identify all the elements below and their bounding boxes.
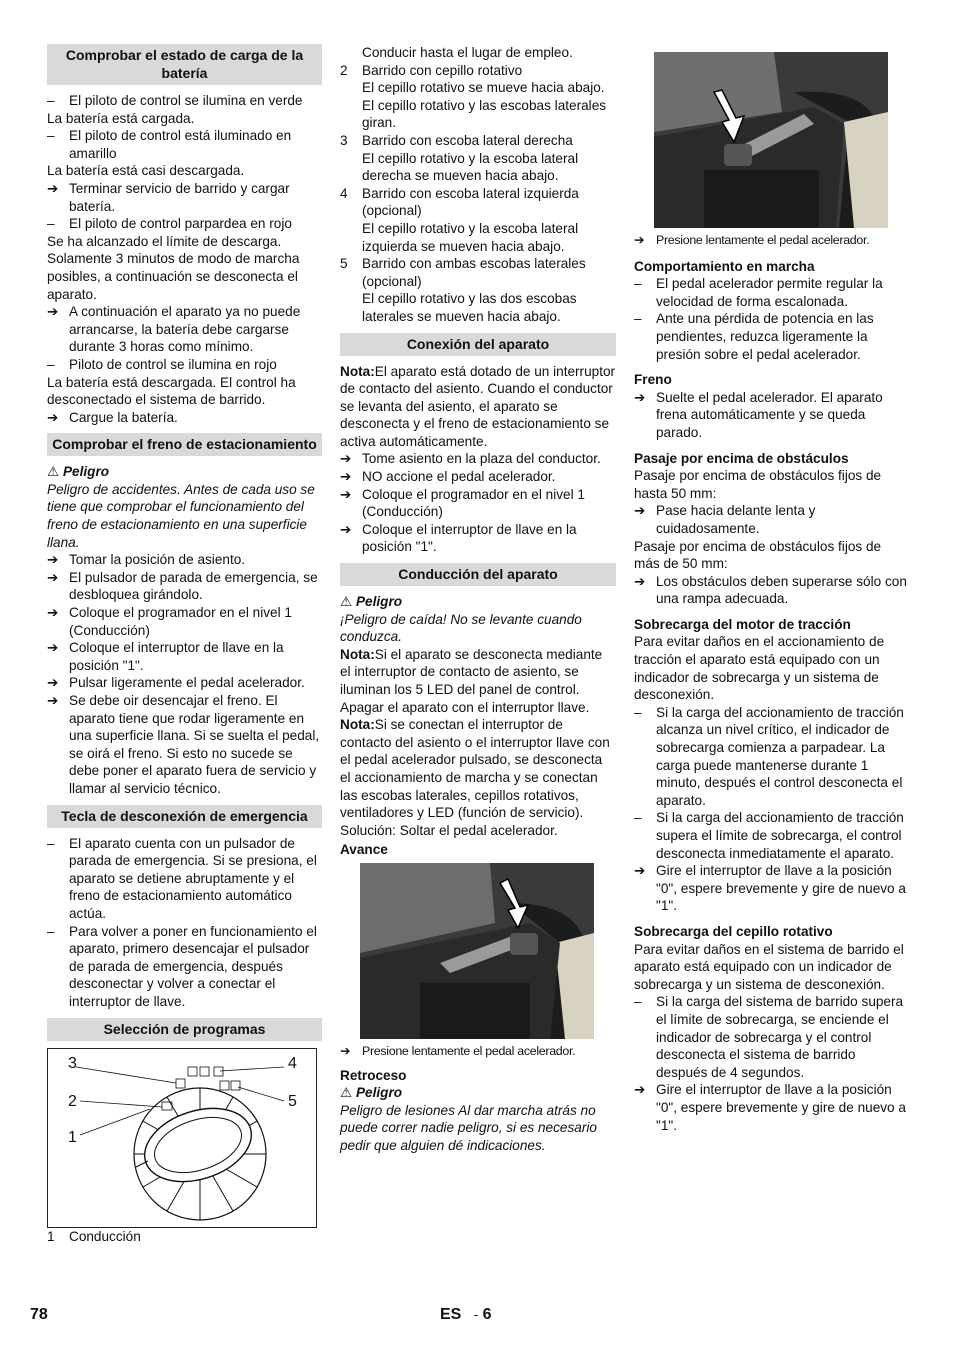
- paragraph: Para evitar daños en el accionamiento de tracción el aparato está equipado con un indicador de sobrecarga y un sistema de desconexión.: [634, 634, 885, 703]
- paragraph: Se ha alcanzado el límite de descarga. Solamente 3 minutos de modo de marcha posibles, a continuación se desconecta el aparato.: [47, 233, 300, 302]
- arrow-icon: ➔: [47, 180, 59, 196]
- arrow-icon: ➔: [47, 675, 59, 691]
- step-item: ➔ Coloque el interruptor de llave en la posición "1".: [47, 640, 284, 673]
- section-heading-connect: Conexión del aparato: [340, 333, 616, 356]
- arrow-icon: ➔: [634, 233, 645, 247]
- page-number: 78: [30, 1306, 48, 1323]
- step-item: ➔ Tomar la posición de asiento.: [47, 552, 246, 568]
- caption: ➔ Presione lentamente el pedal acelerador.: [340, 1043, 616, 1061]
- figure-label: 4: [288, 1054, 297, 1072]
- paragraph: El cepillo rotativo se mueve hacia abajo. El cepillo rotativo y las escobas laterales giran.: [362, 80, 607, 131]
- paragraph: Conducir hasta el lugar de empleo.: [362, 45, 573, 60]
- column-2: [340, 44, 616, 1155]
- program-dial-drawing: [48, 1049, 316, 1227]
- note: Nota:Si se conectan el interruptor de contacto del asiento o el interruptor llave con el pedal acelerador pulsado, se desconecta el accionamiento de marcha y se conectan las escobas laterales, cepillos rotativos, ventiladores y LED (función de servicio). Solución: Soltar el pedal acelerador.: [340, 717, 610, 838]
- subheading-brush-overload: Sobrecarga del cepillo rotativo: [634, 923, 833, 939]
- step-item: ➔ Cargue la batería.: [47, 409, 178, 425]
- step-item: ➔ Coloque el interruptor de llave en la posición "1".: [340, 521, 577, 555]
- language-code: ES: [440, 1306, 462, 1323]
- subheading-forward: Avance: [340, 842, 388, 858]
- warning-title: ⚠ Peligro: [340, 594, 403, 610]
- column-1: [47, 44, 322, 1245]
- arrow-icon: ➔: [340, 1043, 351, 1058]
- warning-icon: ⚠: [47, 464, 60, 480]
- note: Nota:El aparato está dotado de un interruptor de contacto del asiento. Cuando el conductor se levanta del asiento, el aparato se desconecta y el freno de estacionamiento se activa automáticamente.: [340, 363, 616, 449]
- numbered-item: 3 Barrido con escoba lateral derecha: [340, 132, 573, 148]
- subheading-motor-overload: Sobrecarga del motor de tracción: [634, 616, 851, 632]
- step-item: ➔ Los obstáculos deben superarse sólo con una rampa adecuada.: [634, 573, 907, 607]
- step-item: ➔ Pase hacia delante lenta y cuidadosamente.: [634, 503, 816, 536]
- arrow-icon: ➔: [47, 409, 59, 425]
- warning-icon: ⚠: [340, 1085, 353, 1101]
- warning-title: ⚠ Peligro: [47, 464, 110, 480]
- arrow-icon: ➔: [634, 863, 646, 879]
- arrow-icon: ➔: [634, 573, 646, 589]
- step-item: ➔ A continuación el aparato ya no puede arrancarse, la batería debe cargarse durante 3 horas como mínimo.: [47, 304, 301, 355]
- step-item: ➔ Suelte el pedal acelerador. El aparato frena automáticamente y se queda parado.: [634, 389, 883, 440]
- step-item: ➔ Tome asiento en la plaza del conductor.: [340, 451, 601, 467]
- step-item: ➔ Gire el interruptor de llave a la posición "0", espere brevemente y gire de nuevo a "1".: [634, 863, 906, 914]
- note: Nota:Si el aparato se desconecta mediante el interruptor de contacto de asiento, se iluminan los 5 LED del panel de control. Apagar el aparato con el interruptor llave.: [340, 646, 603, 715]
- arrow-icon: ➔: [634, 389, 646, 405]
- paragraph: El cepillo rotativo y la escoba lateral izquierda se mueven hacia abajo.: [362, 220, 579, 254]
- numbered-item: 5 Barrido con ambas escobas laterales (opcional): [340, 256, 586, 289]
- step-item: ➔ Coloque el programador en el nivel 1 (Conducción): [340, 486, 585, 520]
- warning-text: Peligro de lesiones Al dar marcha atrás no puede correr nadie peligro, si es necesario pedir que alguien dé indicaciones.: [340, 1102, 597, 1153]
- list-item: – El piloto de control está iluminado en amarillo: [47, 128, 292, 161]
- step-item: ➔ El pulsador de parada de emergencia, se desbloquea girándolo.: [47, 569, 318, 603]
- step-item: ➔ Gire el interruptor de llave a la posición "0", espere brevemente y gire de nuevo a "1".: [634, 1082, 906, 1133]
- arrow-icon: ➔: [47, 552, 59, 568]
- arrow-icon: ➔: [47, 640, 59, 656]
- paragraph: Para evitar daños en el sistema de barrido el aparato está equipado con un indicador de sobrecarga y un sistema de desconexión.: [634, 941, 904, 992]
- list-item: – Si la carga del sistema de barrido supera el límite de sobrecarga, se enciende el indicador de sobrecarga y el control desconecta el sistema de barrido después de 4 segundos.: [634, 994, 904, 1080]
- arrow-icon: ➔: [634, 503, 646, 519]
- subheading-brake: Freno: [634, 372, 672, 388]
- warning-text: Peligro de accidentes. Antes de cada uso se tiene que comprobar el funcionamiento del freno de estacionamiento en una superficie llana.: [47, 481, 315, 550]
- list-item: – Si la carga del accionamiento de tracción supera el límite de sobrecarga, el control desconecta inmediatamente el aparato.: [634, 810, 904, 861]
- pedal-photo-forward: [360, 863, 594, 1039]
- caption: ➔ Presione lentamente el pedal acelerador.: [634, 232, 910, 250]
- arrow-icon: ➔: [340, 521, 352, 537]
- subheading-obstacles: Pasaje por encima de obstáculos: [634, 450, 849, 466]
- footer-separator: -: [473, 1307, 479, 1322]
- list-item: – El piloto de control se ilumina en verde: [47, 93, 303, 108]
- arrow-icon: ➔: [47, 569, 59, 585]
- list-item: – El aparato cuenta con un pulsador de parada de emergencia. Si se presiona, el aparato se detiene abruptamente y el freno de estacionamiento automático actúa.: [47, 835, 317, 921]
- list-item: – Si la carga del accionamiento de tracción alcanza un nivel crítico, el indicador de sobrecarga comienza a parpadear. La carga puede mantenerse durante 1 minuto, después el control desconecta el aparato.: [634, 704, 904, 808]
- figure-label: 1: [68, 1128, 77, 1146]
- step-item: ➔ Se debe oir desencajar el freno. El aparato tiene que rodar ligeramente en una superficie llana. Si se suelta el pedal, se oirá el freno. Si esto no sucede se debe poner el aparato fuera de servicio y llamar al servicio técnico.: [47, 693, 320, 796]
- paragraph: Pasaje por encima de obstáculos fijos de más de 50 mm:: [634, 538, 882, 572]
- step-item: ➔ Pulsar ligeramente el pedal acelerador.: [47, 675, 305, 691]
- section-heading-driving: Conducción del aparato: [340, 563, 616, 586]
- section-page: 6: [482, 1306, 492, 1323]
- arrow-icon: ➔: [340, 469, 352, 485]
- section-heading-program-selection: Selección de programas: [47, 1018, 322, 1041]
- arrow-icon: ➔: [47, 304, 59, 320]
- step-item: ➔ NO accione el pedal acelerador.: [340, 469, 556, 485]
- paragraph: La batería está casi descargada.: [47, 163, 245, 179]
- arrow-icon: ➔: [340, 486, 352, 502]
- paragraph: El cepillo rotativo y la escoba lateral derecha se mueven hacia abajo.: [362, 150, 579, 184]
- list-item: – Piloto de control se ilumina en rojo: [47, 356, 277, 372]
- pedal-photo-drawing: [654, 52, 888, 228]
- section-heading-emergency-stop: Tecla de desconexión de emergencia: [47, 805, 322, 828]
- warning-text: ¡Peligro de caída! No se levante cuando conduzca.: [340, 611, 582, 645]
- warning-icon: ⚠: [340, 594, 353, 610]
- figure-label: 2: [68, 1092, 77, 1110]
- arrow-icon: ➔: [634, 1082, 646, 1098]
- paragraph: La batería está cargada.: [47, 110, 195, 126]
- step-item: ➔ Coloque el programador en el nivel 1 (Conducción): [47, 605, 292, 638]
- figure-legend: 1 Conducción: [47, 1228, 141, 1244]
- arrow-icon: ➔: [47, 693, 59, 708]
- section-heading-battery: Comprobar el estado de carga de la batería: [47, 44, 322, 85]
- subheading-reverse: Retroceso: [340, 1067, 407, 1083]
- section-heading-parking-brake: Comprobar el freno de estacionamiento: [47, 433, 322, 456]
- pedal-photo-drawing: [360, 863, 594, 1039]
- figure-label: 5: [288, 1092, 297, 1110]
- step-item: ➔ Terminar servicio de barrido y cargar batería.: [47, 180, 290, 214]
- paragraph: El cepillo rotativo y las dos escobas laterales se mueven hacia abajo.: [362, 291, 577, 324]
- pedal-photo-reverse: [654, 52, 888, 228]
- numbered-item: 2 Barrido con cepillo rotativo: [340, 62, 523, 78]
- column-3: [634, 44, 910, 1134]
- paragraph: La batería está descargada. El control ha desconectado el sistema de barrido.: [47, 374, 296, 408]
- list-item: – Ante una pérdida de potencia en las pendientes, reduzca ligeramente la presión sobre el pedal acelerador.: [634, 311, 874, 362]
- figure-label: 3: [68, 1054, 77, 1072]
- footer-lang: [440, 1306, 492, 1324]
- list-item: – El pedal acelerador permite regular la velocidad de forma escalonada.: [634, 276, 883, 309]
- program-selector-figure: [47, 1048, 317, 1228]
- list-item: – El piloto de control parpardea en rojo: [47, 216, 292, 232]
- subheading-driving-behavior: Comportamiento en marcha: [634, 258, 815, 274]
- numbered-item: 4 Barrido con escoba lateral izquierda (opcional): [340, 185, 579, 219]
- paragraph: Pasaje por encima de obstáculos fijos de hasta 50 mm:: [634, 468, 882, 501]
- arrow-icon: ➔: [47, 605, 59, 621]
- arrow-icon: ➔: [340, 451, 352, 467]
- warning-title: ⚠ Peligro: [340, 1085, 403, 1101]
- list-item: – Para volver a poner en funcionamiento el aparato, primero desencajar el pulsador de parada de emergencia, después desconectar y volver a conectar el interruptor de llave.: [47, 923, 317, 1009]
